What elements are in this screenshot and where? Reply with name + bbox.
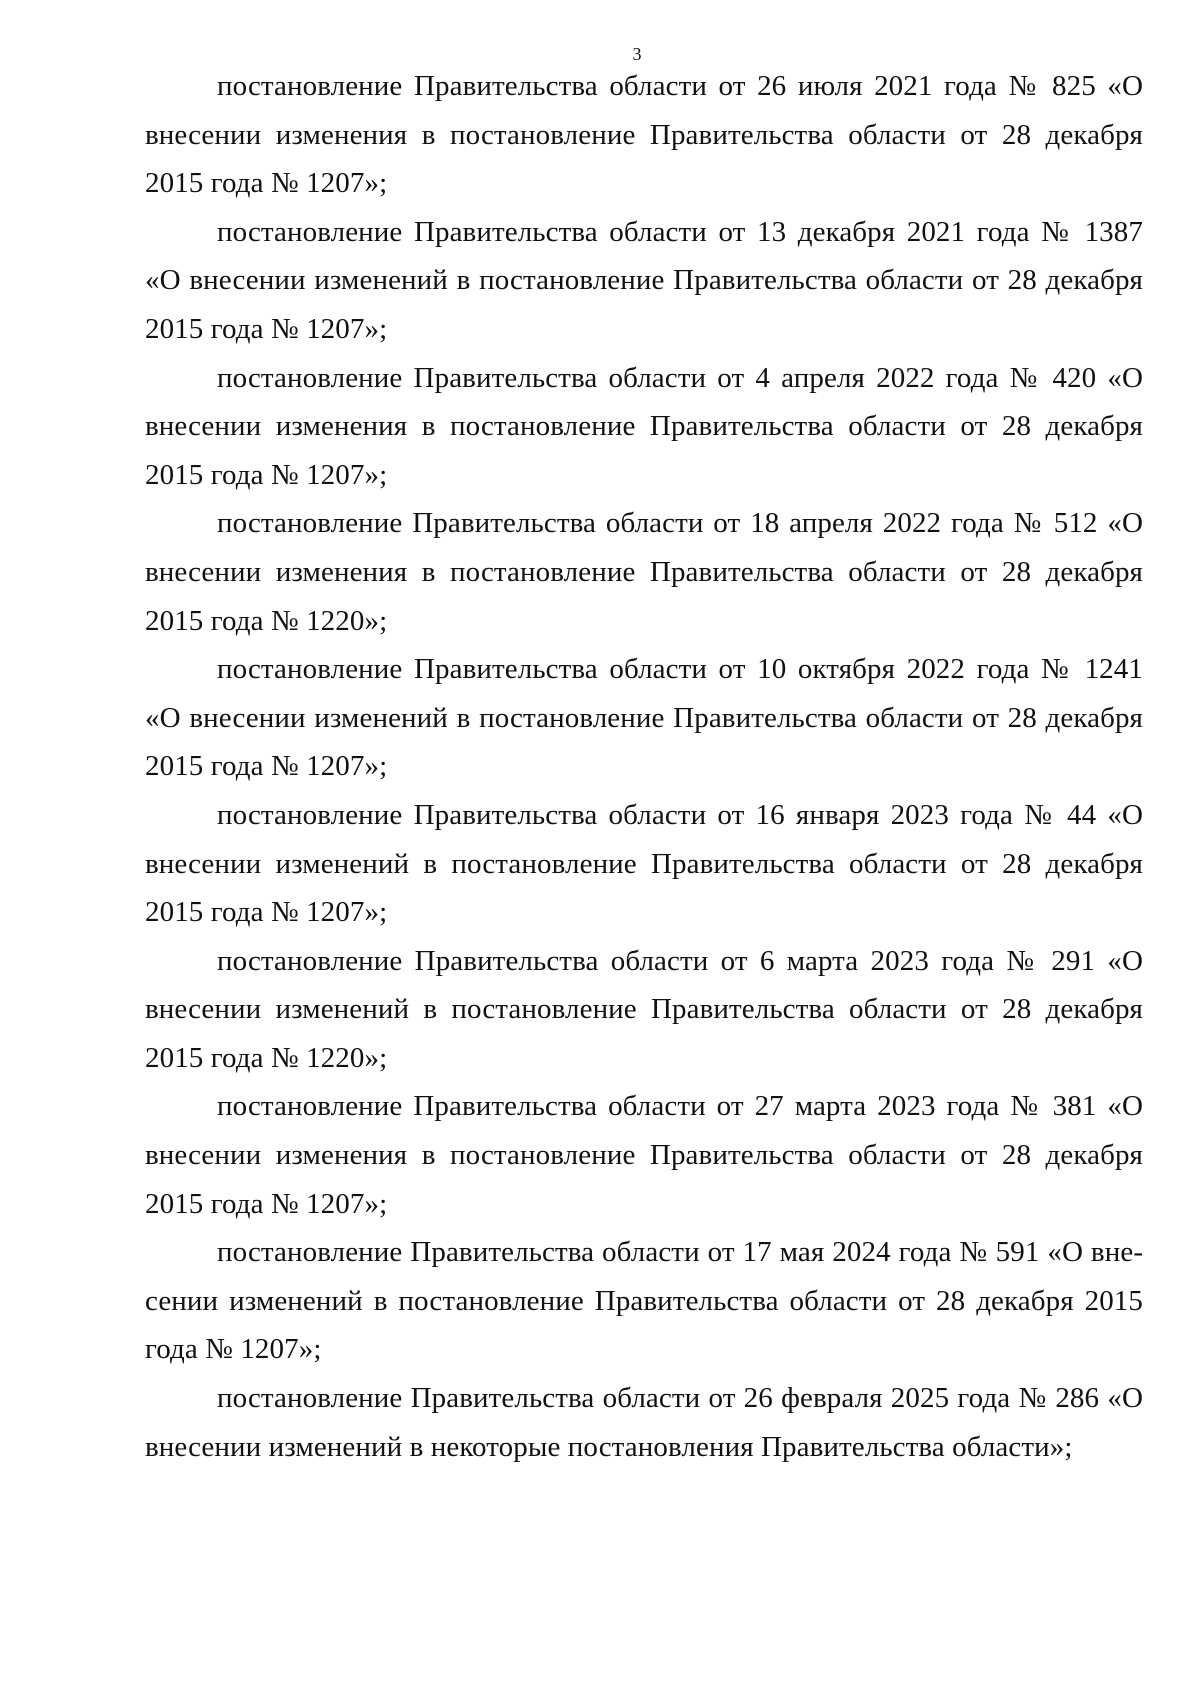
- paragraph-6: постановление Правительства области от 16 января 2023 года № 44 «О внесении изменений в постановление Правительства области от 28 декабря 2015 года № 1207»;: [145, 798, 1143, 929]
- paragraph-2: постановление Правительства области от 13 декабря 2021 года № 1387 «О внесении изменений в постановление Правительства области от 28 декабря 2015 года № 1207»;: [145, 215, 1143, 345]
- paragraph-5: постановление Правительства области от 10 октября 2022 года № 1241 «О внесении изменений в постановление Правительства области от 28 декабря 2015 года № 1207»;: [145, 653, 1143, 783]
- paragraph-1: постановление Правительства области от 26 июля 2021 года № 825 «О внесении изменения в постановление Правительства области от 28 декабря 2015 года № 1207»;: [145, 70, 1143, 200]
- paragraph-4: постановление Правительства области от 18 апреля 2022 года № 512 «О внесении изменения в постановление Правительства области от 28 декабря 2015 года № 1220»;: [145, 507, 1143, 637]
- page-number: 3: [632, 44, 642, 64]
- paragraph-3: постановление Правительства области от 4 апреля 2022 года № 420 «О внесении изменения в постановление Правительства области от 28 декабря 2015 года № 1207»;: [145, 361, 1143, 491]
- paragraph-10: постановление Правительства области от 26 февраля 2025 года № 286 «О внесении изменений в некоторые постановления Правительства области»;: [145, 1382, 1143, 1463]
- paragraph-9: постановление Правительства области от 17 мая 2024 года № 591 «О внесении изменений в постановление Правительства области от 28 декабря 2015 года № 1207»;: [145, 1236, 1143, 1366]
- paragraph-7: постановление Правительства области от 6 марта 2023 года № 291 «О внесении изменений в постановление Правительства области от 28 декабря 2015 года № 1220»;: [145, 944, 1143, 1074]
- document-body: [145, 62, 1143, 1471]
- paragraph-8: постановление Правительства области от 27 марта 2023 года № 381 «О внесении изменения в постановление Правительства области от 28 декабря 2015 года № 1207»;: [145, 1090, 1143, 1220]
